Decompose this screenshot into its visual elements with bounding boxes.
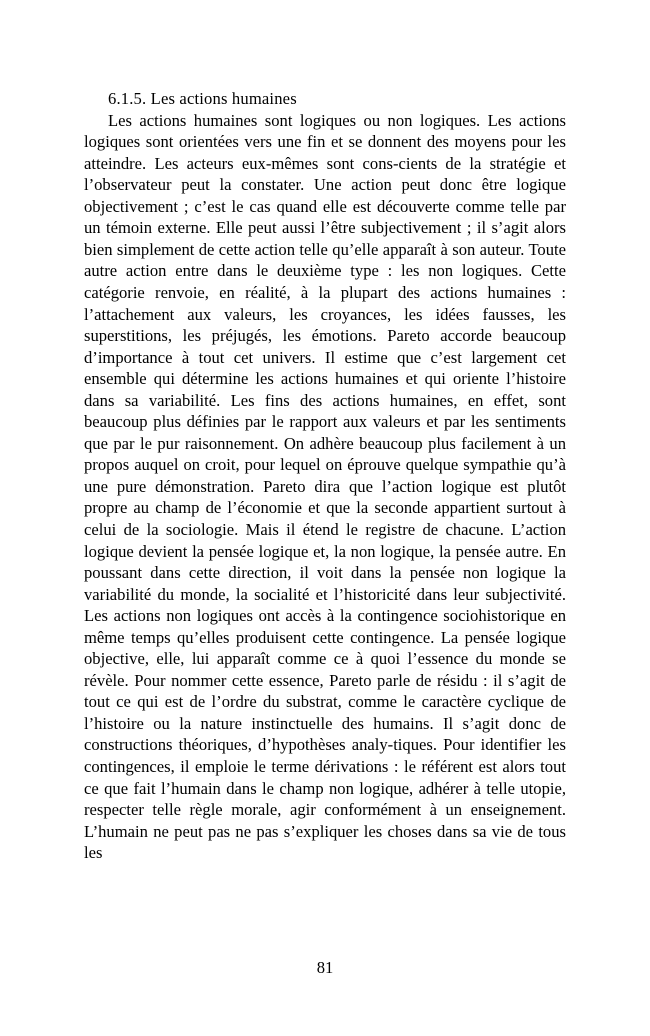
section-heading: 6.1.5. Les actions humaines: [108, 89, 297, 108]
page-text-block: [84, 88, 566, 864]
page-number: 81: [316, 958, 334, 977]
body-paragraph: Les actions humaines sont logiques ou non logiques. Les actions logiques sont orientées vers une fin et se donnent des moyens pour les atteindre. Les acteurs eux-mêmes sont cons-cients de la stratégie et l’observateur peut la constater. Une action peut donc être logique objectivement ; c’est le cas quand elle est découverte comme telle par un témoin externe. Elle peut aussi l’être subjectivement ; il s’agit alors bien simplement de cette action telle qu’elle apparaît à son auteur. Toute autre action entre dans le deuxième type : les non logiques. Cette catégorie renvoie, en réalité, à la plupart des actions humaines : l’attachement aux valeurs, les croyances, les idées fausses, les superstitions, les préjugés, les émotions. Pareto accorde beaucoup d’importance à tout cet univers. Il estime que c’est largement cet ensemble qui détermine les actions humaines et qui oriente l’histoire dans sa variabilité. Les fins des actions humaines, en effet, sont beaucoup plus définies par le rapport aux valeurs et par les sentiments que par le pur raisonnement. On adhère beaucoup plus facilement à un propos auquel on croit, pour lequel on éprouve quelque sympathie qu’à une pure démonstration. Pareto dira que l’action logique est plutôt propre au champ de l’économie et que la seconde appartient surtout à celui de la sociologie. Mais il étend le registre de chacune. L’action logique devient la pensée logique et, la non logique, la pensée autre. En poussant dans cette direction, il voit dans la pensée non logique la variabilité du monde, la socialité et l’historicité dans leur subjectivité. Les actions non logiques ont accès à la contingence sociohistorique en même temps qu’elles produisent cette contingence. La pensée logique objective, elle, lui apparaît comme ce à quoi l’essence du monde se révèle. Pour nommer cette essence, Pareto parle de résidu : il s’agit de tout ce qui est de l’ordre du substrat, comme le caractère cyclique de l’histoire ou la nature instinctuelle des humains. Il s’agit donc de constructions théoriques, d’hypothèses analy-tiques. Pour identifier les contingences, il emploie le terme dérivations : le référent est alors tout ce que fait l’humain dans le champ non logique, adhérer à telle utopie, respecter telle règle morale, agir conformément à un enseignement. L’humain ne peut pas ne pas s’expliquer les choses dans sa vie de tous les: [84, 110, 566, 863]
